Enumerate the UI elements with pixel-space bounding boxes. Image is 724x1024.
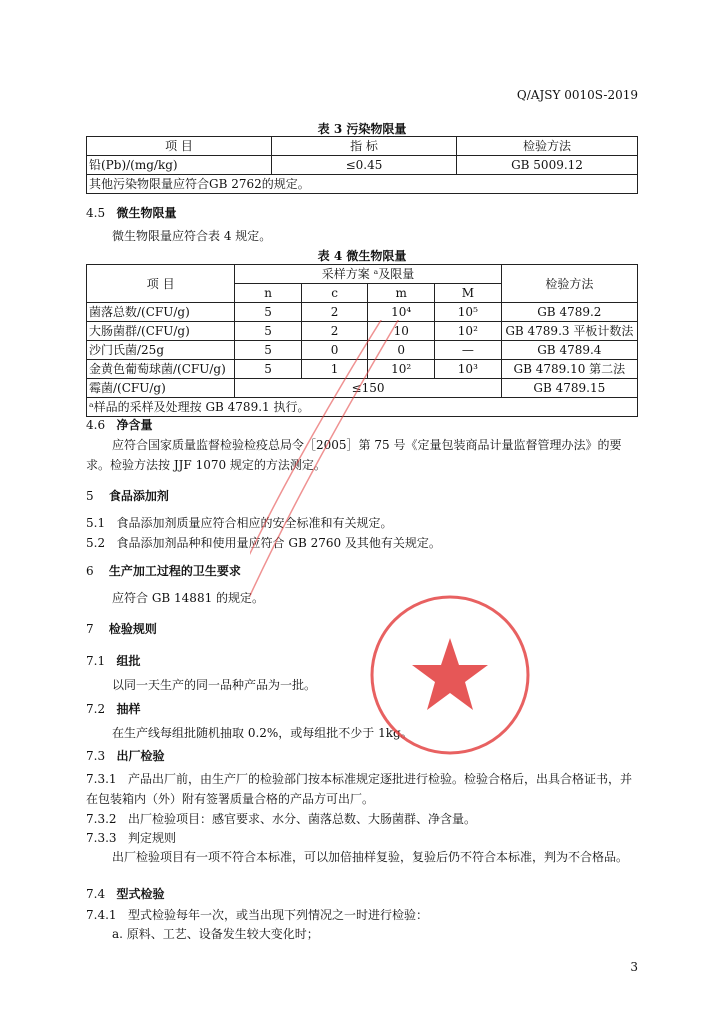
table3 — [86, 136, 638, 194]
section-number: 4.6 — [86, 418, 106, 432]
table4-cell-item: 金黄色葡萄球菌/(CFU/g) — [87, 360, 235, 379]
page-number: 3 — [630, 960, 638, 974]
table4-cell-m: 0 — [368, 341, 435, 360]
table3-caption: 表 3 污染物限量 — [317, 122, 407, 136]
section-4-6-text: 应符合国家质量监督检验检疫总局令［2005］第 75 号《定量包装商品计量监督管理办法》的要求。检验方法按 JJF 1070 规定的方法测定。 — [86, 438, 622, 472]
section-7-2-text: 在生产线每组批随机抽取 0.2%，或每组批不少于 1kg。 — [112, 726, 413, 740]
table3-cell-item: 铅(Pb)/(mg/kg) — [87, 156, 272, 175]
table3-cell-method: GB 5009.12 — [457, 156, 638, 175]
section-text: 产品出厂前，由生产厂的检验部门按本标准规定逐批进行检验。检验合格后，出具合格证书，并在包装箱内（外）附有签署质量合格的产品方可出厂。 — [86, 772, 633, 806]
section-number: 5 — [86, 489, 94, 503]
section-number: 5.2 — [86, 536, 106, 550]
table4-cell-c: 1 — [301, 360, 368, 379]
table4-caption: 表 4 微生物限量 — [317, 249, 407, 263]
table4-cell-m: 10⁴ — [368, 303, 435, 322]
table4-cell-M: 10³ — [435, 360, 502, 379]
table4-header-method: 检验方法 — [501, 265, 637, 303]
section-number: 6 — [86, 564, 94, 578]
section-5-2 — [86, 534, 441, 551]
section-text: 食品添加剂质量应符合相应的安全标准和有关规定。 — [116, 516, 393, 530]
section-title: 抽样 — [116, 702, 141, 716]
table4-cell-n: 5 — [235, 360, 302, 379]
table4-sub-c: c — [301, 284, 368, 303]
table4-cell-c: 2 — [301, 322, 368, 341]
section-4-6-heading — [86, 416, 153, 433]
table4-cell-m: 10² — [368, 360, 435, 379]
table-row — [87, 341, 638, 360]
section-title: 净含量 — [116, 418, 153, 432]
table4-sub-n: n — [235, 284, 302, 303]
table-row — [87, 156, 638, 175]
table4 — [86, 264, 638, 417]
table4-cell-n: 5 — [235, 303, 302, 322]
section-7-3-3-text: 出厂检验项目有一项不符合本标准，可以加倍抽样复验，复验后仍不符合本标准，判为不合格品。 — [112, 850, 629, 864]
table4-cell-c: 0 — [301, 341, 368, 360]
section-title: 型式检验 — [116, 887, 165, 901]
section-7-1-text: 以同一天生产的同一品种产品为一批。 — [112, 678, 317, 692]
table3-header-method: 检验方法 — [457, 137, 638, 156]
table4-sub-M: M — [435, 284, 502, 303]
section-7-4-1-item-a: a. 原料、工艺、设备发生较大变化时； — [112, 927, 319, 941]
section-number: 7.4.1 — [86, 908, 117, 922]
section-number: 7.2 — [86, 702, 106, 716]
section-title: 出厂检验 — [116, 749, 165, 763]
section-7-3-heading — [86, 747, 165, 764]
star-icon — [412, 638, 488, 710]
table-row — [87, 303, 638, 322]
table3-header-row — [87, 137, 638, 156]
section-4-5-text: 微生物限量应符合表 4 规定。 — [112, 229, 272, 243]
section-text: 食品添加剂品种和使用量应符合 GB 2760 及其他有关规定。 — [116, 536, 441, 550]
section-number: 7.3.3 — [86, 831, 117, 845]
table4-cell-M: — — [435, 341, 502, 360]
section-7-4-1 — [86, 906, 428, 923]
table-row — [87, 175, 638, 194]
document-code: Q/AJSY 0010S-2019 — [516, 88, 638, 102]
section-7-4-heading — [86, 885, 165, 902]
section-title: 判定规则 — [128, 831, 177, 845]
section-number: 7.4 — [86, 887, 106, 901]
section-6-heading — [86, 562, 241, 579]
section-7-heading — [86, 620, 157, 637]
section-title: 检验规则 — [108, 622, 157, 636]
table4-cell-item: 大肠菌群/(CFU/g) — [87, 322, 235, 341]
table-row — [87, 379, 638, 398]
table3-cell-index: ≤0.45 — [272, 156, 457, 175]
table4-cell-m: 10 — [368, 322, 435, 341]
table4-cell-method: GB 4789.2 — [501, 303, 637, 322]
section-title: 微生物限量 — [116, 206, 177, 220]
section-text: 型式检验每年一次，或当出现下列情况之一时进行检验： — [128, 908, 429, 922]
section-7-3-1 — [86, 769, 639, 809]
section-number: 5.1 — [86, 516, 106, 530]
section-title: 组批 — [116, 654, 141, 668]
section-7-3-2 — [86, 810, 476, 827]
table4-header-sampling: 采样方案 ᵃ及限量 — [235, 265, 501, 284]
section-number: 7.3 — [86, 749, 106, 763]
table3-header-item: 项 目 — [87, 137, 272, 156]
table4-cell-n: 5 — [235, 341, 302, 360]
table4-cell-M: 10⁵ — [435, 303, 502, 322]
section-6-text: 应符合 GB 14881 的规定。 — [112, 591, 265, 605]
section-number: 7.1 — [86, 654, 106, 668]
table4-cell-method: GB 4789.15 — [501, 379, 637, 398]
table4-cell-M: 10² — [435, 322, 502, 341]
table4-cell-n: 5 — [235, 322, 302, 341]
table4-cell-c: 2 — [301, 303, 368, 322]
table4-header-row — [87, 265, 638, 284]
section-number: 7.3.1 — [86, 772, 117, 786]
table4-footnote: ᵃ样品的采样及处理按 GB 4789.1 执行。 — [87, 398, 638, 417]
section-7-3-3-heading — [86, 829, 176, 846]
section-number: 7.3.2 — [86, 812, 117, 826]
table-row — [87, 360, 638, 379]
table4-cell-limit: ≤150 — [235, 379, 501, 398]
table4-cell-item: 菌落总数/(CFU/g) — [87, 303, 235, 322]
table3-header-index: 指 标 — [272, 137, 457, 156]
table4-cell-method: GB 4789.4 — [501, 341, 637, 360]
section-7-1-heading — [86, 652, 141, 669]
table-row — [87, 322, 638, 341]
section-title: 食品添加剂 — [108, 489, 169, 503]
section-7-2-heading — [86, 700, 141, 717]
table4-cell-method: GB 4789.10 第二法 — [501, 360, 637, 379]
section-4-5-heading — [86, 204, 177, 221]
table3-note: 其他污染物限量应符合GB 2762的规定。 — [87, 175, 638, 194]
section-number: 4.5 — [86, 206, 106, 220]
table4-header-item: 项 目 — [87, 265, 235, 303]
section-5-heading — [86, 487, 169, 504]
table4-cell-item: 沙门氏菌/25g — [87, 341, 235, 360]
section-number: 7 — [86, 622, 94, 636]
section-5-1 — [86, 514, 393, 531]
table4-cell-method: GB 4789.3 平板计数法 — [501, 322, 637, 341]
table4-cell-item: 霉菌/(CFU/g) — [87, 379, 235, 398]
section-text: 出厂检验项目：感官要求、水分、菌落总数、大肠菌群、净含量。 — [128, 812, 477, 826]
table-row — [87, 398, 638, 417]
section-title: 生产加工过程的卫生要求 — [108, 564, 241, 578]
table4-sub-m: m — [368, 284, 435, 303]
